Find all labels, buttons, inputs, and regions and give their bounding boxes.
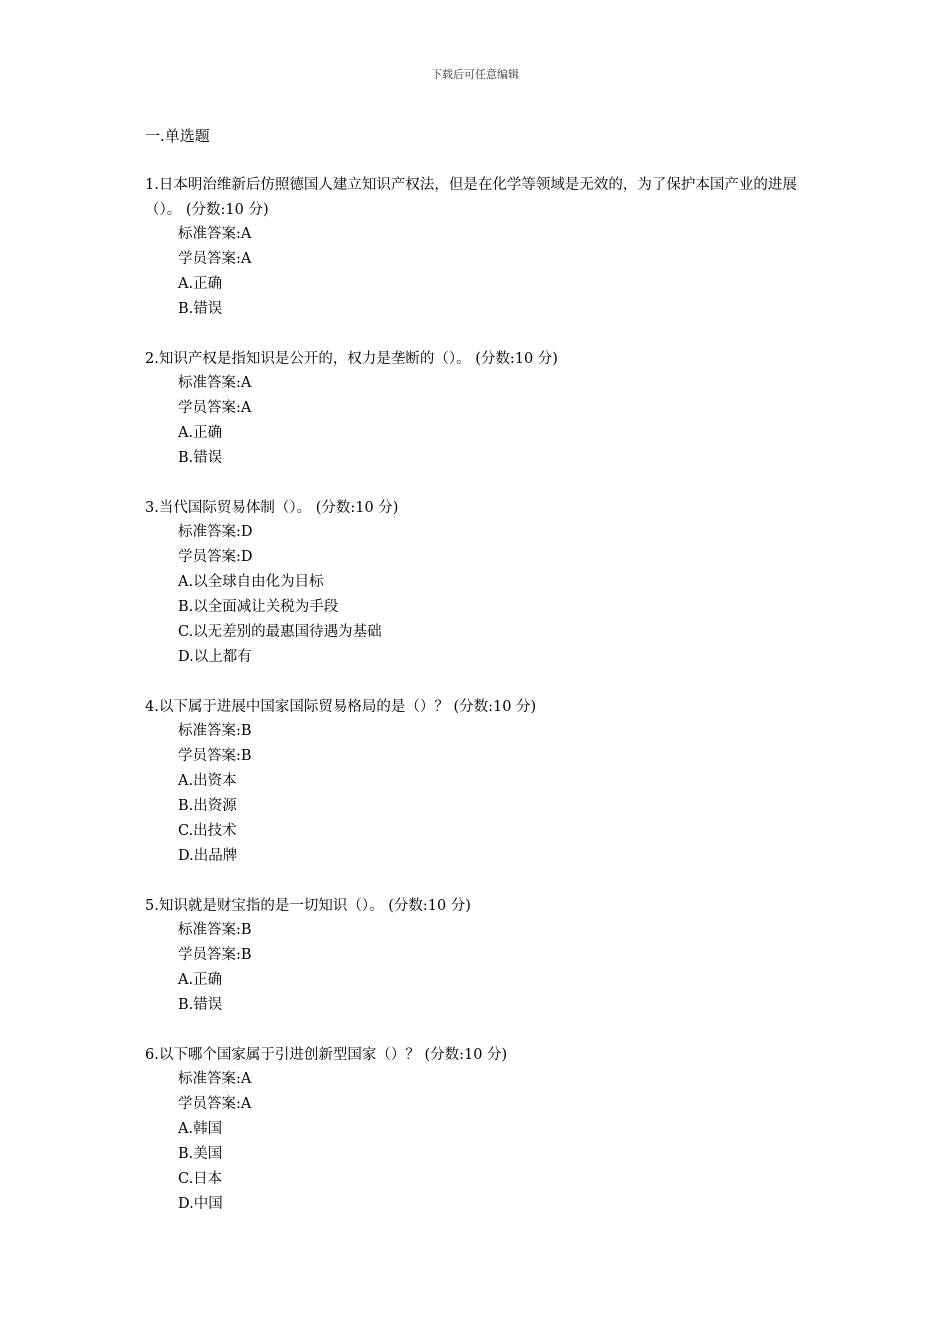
document-body [145, 124, 815, 1242]
option-c: C.出技术 [178, 822, 237, 839]
standard-answer: 标准答案:A [178, 1071, 252, 1088]
option-c: C.日本 [178, 1170, 223, 1187]
section-title: 一.单选题 [145, 127, 210, 145]
question-4 [145, 695, 815, 869]
standard-answer: 标准答案:B [178, 922, 252, 939]
question-text: 1.日本明治维新后仿照德国人建立知识产权法，但是在化学等领域是无效的，为了保护本国产业的进展（）。 (分数:10 分) [145, 177, 797, 218]
standard-answer: 标准答案:A [178, 375, 252, 392]
standard-answer: 标准答案:B [178, 723, 252, 740]
question-text: 4.以下属于进展中国家国际贸易格局的是（）？ (分数:10 分) [145, 698, 537, 715]
student-answer: 学员答案:D [178, 549, 253, 566]
standard-answer: 标准答案:D [178, 524, 253, 541]
option-d: D.中国 [178, 1195, 223, 1212]
option-a: A.韩国 [178, 1121, 223, 1138]
page-header: 下载后可任意编辑 [431, 68, 519, 81]
question-5 [145, 894, 815, 1018]
option-a: A.以全球自由化为目标 [178, 574, 324, 591]
question-text: 6.以下哪个国家属于引进创新型国家（）？ (分数:10 分) [145, 1046, 508, 1063]
student-answer: 学员答案:B [178, 748, 252, 765]
option-d: D.出品牌 [178, 847, 238, 864]
student-answer: 学员答案:A [178, 400, 252, 417]
option-a: A.正确 [178, 275, 223, 292]
option-a: A.正确 [178, 424, 223, 441]
option-b: B.错误 [178, 300, 223, 317]
option-a: A.出资本 [178, 773, 237, 789]
option-b: B.以全面减让关税为手段 [178, 598, 339, 615]
option-b: B.美国 [178, 1145, 223, 1162]
option-b: B.错误 [178, 449, 223, 466]
option-b: B.出资源 [178, 797, 237, 814]
option-b: B.错误 [178, 996, 223, 1013]
question-6 [145, 1043, 815, 1217]
student-answer: 学员答案:A [178, 250, 252, 267]
question-text: 3.当代国际贸易体制（）。 (分数:10 分) [145, 499, 399, 516]
option-d: D.以上都有 [178, 648, 252, 665]
option-c: C.以无差别的最惠国待遇为基础 [178, 623, 382, 640]
question-3 [145, 496, 815, 670]
question-1 [145, 173, 815, 322]
option-a: A.正确 [178, 971, 223, 988]
student-answer: 学员答案:B [178, 947, 252, 964]
question-text: 5.知识就是财宝指的是一切知识（）。 (分数:10 分) [145, 897, 471, 914]
question-2 [145, 347, 815, 471]
standard-answer: 标准答案:A [178, 226, 252, 242]
question-text: 2.知识产权是指知识是公开的，权力是垄断的（）。 (分数:10 分) [145, 350, 558, 367]
student-answer: 学员答案:A [178, 1096, 252, 1113]
